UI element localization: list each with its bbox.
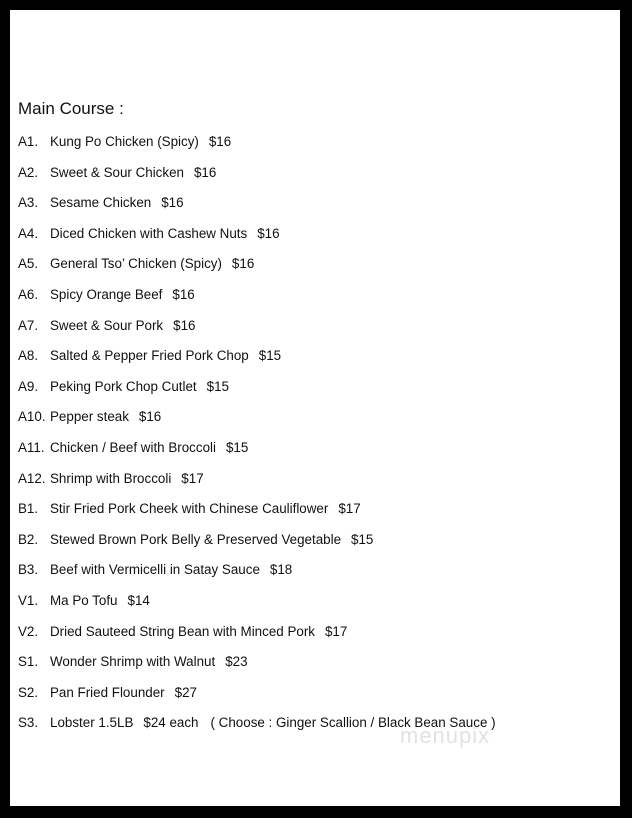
menu-item-name: Ma Po Tofu <box>50 592 118 608</box>
menu-item-code: A10. <box>18 409 46 425</box>
menu-item-name: Sweet & Sour Chicken <box>50 164 184 180</box>
menu-item-price: $16 <box>161 195 184 211</box>
menu-item-price: $15 <box>351 531 374 547</box>
menu-item-name: Peking Pork Chop Cutlet <box>50 378 197 394</box>
menu-item-name: Shrimp with Broccoli <box>50 470 172 486</box>
menu-item-code: A2. <box>18 164 39 180</box>
menu-item-name: Diced Chicken with Cashew Nuts <box>50 225 248 241</box>
watermark: menupix <box>400 723 491 748</box>
menu-item-note: ( Choose : Ginger Scallion / Black Bean Sauce ) <box>210 715 496 731</box>
menu-item-price: $16 <box>172 286 195 302</box>
menu-item-code: S1. <box>18 654 39 670</box>
menu-item <box>18 287 496 318</box>
menu-item-name: Dried Sauteed String Bean with Minced Pork <box>50 623 315 639</box>
menu-item-code: B2. <box>18 531 39 547</box>
menu-item <box>18 318 496 349</box>
menu-item-name: Wonder Shrimp with Walnut <box>50 654 216 670</box>
menu-item-code: A9. <box>18 378 39 394</box>
menu-item-price: $16 <box>231 256 255 272</box>
menu-item-code: A11. <box>18 439 45 455</box>
menu-item <box>18 226 496 257</box>
menu-item <box>18 165 496 196</box>
menu-item-name: Pan Fried Flounder <box>50 684 165 700</box>
menu-item <box>18 195 496 226</box>
menu-item-name: Sesame Chicken <box>50 195 152 211</box>
menu-item-code: B1. <box>18 501 39 517</box>
menu-item-price: $17 <box>181 470 204 486</box>
menu-item-price: $14 <box>127 592 150 608</box>
menu-item-price: $15 <box>225 439 249 455</box>
menu-item-name: Lobster 1.5LB <box>50 715 134 731</box>
menu-item-name: Stir Fried Pork Cheek with Chinese Cauliflower <box>50 501 329 517</box>
menu-page <box>10 10 620 806</box>
menu-item <box>18 440 496 471</box>
menu-item-code: A12. <box>18 470 46 486</box>
menu-item-code: V1. <box>18 592 39 608</box>
menu-item-price: $16 <box>173 317 196 333</box>
menu-item <box>18 501 496 532</box>
menu-item-code: A1. <box>18 134 39 149</box>
menu-item <box>18 654 496 685</box>
menu-item-price: $16 <box>138 409 162 425</box>
menu-item-code: B3. <box>18 562 39 578</box>
menu-item <box>18 562 496 593</box>
menu-item-name: Kung Po Chicken (Spicy) <box>50 134 199 149</box>
menu-item-code: V2. <box>18 623 39 639</box>
menu-item-code: A6. <box>18 286 39 302</box>
menu-item-name: Stewed Brown Pork Belly & Preserved Vegetable <box>50 531 342 547</box>
menu-item <box>18 348 496 379</box>
menu-item-name: Spicy Orange Beef <box>50 286 163 302</box>
menu-item-code: A4. <box>18 225 39 241</box>
menu-item-name: Chicken / Beef with Broccoli <box>50 439 216 455</box>
menu-item-name: General Tso’ Chicken (Spicy) <box>50 256 222 272</box>
menu-item-price: $16 <box>193 164 217 180</box>
menu-list <box>18 134 496 746</box>
menu-item <box>18 532 496 563</box>
menu-item <box>18 685 496 716</box>
menu-item <box>18 379 496 410</box>
menu-item-name: Beef with Vermicelli in Satay Sauce <box>50 562 260 578</box>
menu-item-price: $17 <box>338 501 361 517</box>
menu-item-price: $16 <box>208 134 232 149</box>
menu-item-code: A3. <box>18 195 39 211</box>
menu-item-price: $17 <box>324 623 348 639</box>
menu-item-name: Salted & Pepper Fried Pork Chop <box>50 348 249 364</box>
menu-heading: Main Course : <box>18 99 124 118</box>
menu-item-price: $15 <box>206 378 229 394</box>
menu-item-name: Sweet & Sour Pork <box>50 317 164 333</box>
menu-item-price: $24 each <box>143 715 199 731</box>
menu-item <box>18 471 496 502</box>
menu-item-code: S2. <box>18 684 39 700</box>
menu-item-code: A8. <box>18 348 39 364</box>
menu-item-price: $27 <box>174 684 197 700</box>
menu-item <box>18 134 496 165</box>
menu-item <box>18 409 496 440</box>
menu-item-price: $16 <box>257 225 280 241</box>
menu-item-price: $23 <box>225 654 248 670</box>
menu-item <box>18 624 496 655</box>
menu-item-code: A7. <box>18 317 39 333</box>
menu-item <box>18 593 496 624</box>
menu-item-code: A5. <box>18 256 39 272</box>
menu-item-price: $18 <box>269 562 293 578</box>
menu-item-price: $15 <box>258 348 282 364</box>
menu-item <box>18 256 496 287</box>
menu-item-name: Pepper steak <box>50 409 129 425</box>
menu-item-code: S3. <box>18 715 39 731</box>
